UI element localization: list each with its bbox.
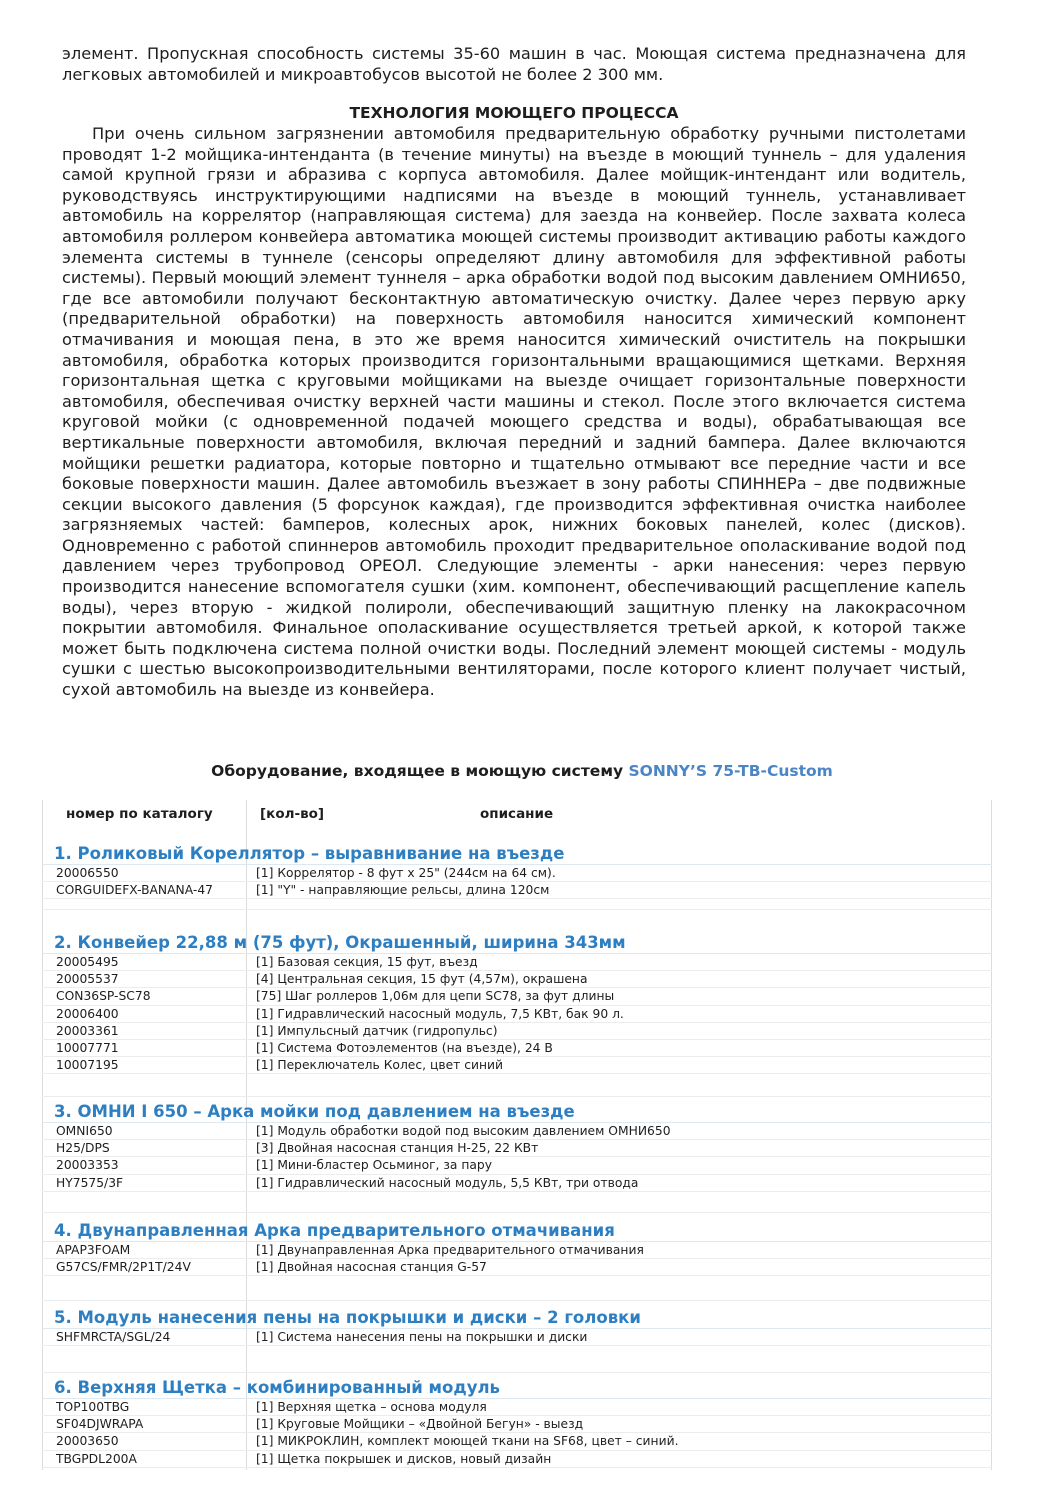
table-row <box>42 1140 992 1157</box>
table-row <box>42 1259 992 1276</box>
catalog-number: CON36SP-SC78 <box>56 989 151 1004</box>
item-description: [1] Коррелятор - 8 фут х 25" (244см на 64 см). <box>256 866 556 880</box>
table-row <box>42 865 992 882</box>
table-spacer <box>42 899 992 910</box>
section-top-brush <box>42 1378 992 1468</box>
section-title: 4. Двунаправленная Арка предварительного отмачивания <box>42 1221 992 1242</box>
section-tire-foam <box>42 1308 992 1373</box>
item-description: [3] Двойная насосная станция Н-25, 22 КВт <box>256 1141 539 1156</box>
table-row <box>42 988 992 1005</box>
table-row <box>42 1433 992 1450</box>
section-title: 2. Конвейер 22,88 м (75 фут), Окрашенный, ширина 343мм <box>42 933 992 954</box>
section-correlator <box>42 844 992 910</box>
item-description: [1] Гидравлический насосный модуль, 5,5 КВт, три отвода <box>256 1175 639 1190</box>
catalog-number: TBGPDL200A <box>56 1451 137 1466</box>
item-description: [1] МИКРОКЛИН, комплект моющей ткани на SF68, цвет – синий. <box>256 1434 679 1449</box>
item-description: [1] Верхняя щетка – основа модуля <box>256 1400 487 1414</box>
catalog-number: G57CS/FMR/2P1T/24V <box>56 1260 191 1275</box>
item-description: [1] Двунаправленная Арка предварительного отмачивания <box>256 1243 644 1257</box>
section-omni <box>42 1102 992 1213</box>
catalog-number: 20005495 <box>56 955 119 969</box>
item-description: [1] Двойная насосная станция G-57 <box>256 1260 487 1275</box>
equipment-heading <box>0 762 1044 780</box>
table-header <box>42 804 992 826</box>
table-row <box>42 971 992 988</box>
item-description: [1] Импульсный датчик (гидропульс) <box>256 1023 498 1038</box>
equipment-heading-text: Оборудование, входящее в моющую систему <box>211 762 629 780</box>
technology-heading: ТЕХНОЛОГИЯ МОЮЩЕГО ПРОЦЕССА <box>349 104 679 122</box>
catalog-number: HY7575/3F <box>56 1175 124 1190</box>
catalog-number: SHFMRCTA/SGL/24 <box>56 1330 171 1344</box>
catalog-number: 20003353 <box>56 1158 119 1173</box>
table-row <box>42 1329 992 1346</box>
item-description: [1] Базовая секция, 15 фут, въезд <box>256 955 478 969</box>
item-description: [1] Щетка покрышек и дисков, новый дизайн <box>256 1451 552 1466</box>
item-description: [1] Мини-бластер Осьминог, за пару <box>256 1158 493 1173</box>
catalog-number: 20003650 <box>56 1434 119 1449</box>
table-row <box>42 954 992 971</box>
table-spacer <box>42 1192 992 1213</box>
table-row <box>42 1123 992 1140</box>
item-description: [1] "Y" - направляющие рельсы, длина 120см <box>256 883 550 898</box>
catalog-number: H25/DPS <box>56 1141 110 1156</box>
section-title: 3. ОМНИ I 650 – Арка мойки под давлением на въезде <box>42 1102 992 1123</box>
table-spacer <box>42 1276 992 1301</box>
intro-paragraph: элемент. Пропускная способность системы 35-60 машин в час. Моющая система предназначена для легковых автомобилей и микроавтобусов высотой не более 2 300 мм. <box>62 44 966 84</box>
table-row <box>42 1023 992 1040</box>
equipment-table <box>42 800 992 1470</box>
table-row <box>42 1057 992 1074</box>
header-catalog: номер по каталогу <box>66 806 213 822</box>
catalog-number: 20006550 <box>56 866 119 880</box>
table-row <box>42 1242 992 1259</box>
item-description: [1] Круговые Мойщики – «Двойной Бегун» - выезд <box>256 1417 584 1432</box>
catalog-number: SF04DJWRAPA <box>56 1417 144 1432</box>
table-row <box>42 1399 992 1416</box>
table-spacer <box>42 1074 992 1097</box>
catalog-number: CORGUIDEFX-BANANA-47 <box>56 883 213 898</box>
catalog-number: 10007771 <box>56 1040 119 1055</box>
section-title: 6. Верхняя Щетка – комбинированный модуль <box>42 1378 992 1399</box>
item-description: [1] Модуль обработки водой под высоким давлением ОМНИ650 <box>256 1124 671 1138</box>
equipment-brand: SONNY’S 75-TB-Custom <box>628 762 833 780</box>
table-row <box>42 1175 992 1192</box>
item-description: [1] Гидравлический насосный модуль, 7,5 КВт, бак 90 л. <box>256 1006 624 1021</box>
item-description: [1] Система Фотоэлементов (на въезде), 24 В <box>256 1040 553 1055</box>
section-conveyor <box>42 933 992 1097</box>
item-description: [4] Центральная секция, 15 фут (4,57м), окрашена <box>256 972 588 987</box>
catalog-number: 20003361 <box>56 1023 119 1038</box>
section-presoak-arch <box>42 1221 992 1301</box>
item-description: [75] Шаг роллеров 1,06м для цепи SC78, за фут длины <box>256 989 615 1004</box>
item-description: [1] Система нанесения пены на покрышки и диски <box>256 1330 588 1344</box>
section-title: 1. Роликовый Кореллятор – выравнивание на въезде <box>42 844 992 865</box>
table-row <box>42 1040 992 1057</box>
technology-body: При очень сильном загрязнении автомобиля предварительную обработку ручными пистолетами проводят 1-2 мойщика-интенданта (в течение минуты) на въезде в моющий туннель – для удаления самой крупной грязи и абразива с корпуса автомобиля. Далее мойщик-интендант или водитель, руководствуясь инструктирующими надписями на въезде в моющий туннель, устанавливает автомобиль на коррелятор (направляющая система) для заезда на конвейер. После захвата колеса автомобиля роллером конвейера автоматика моющей системы производит активацию работы каждого элемента системы в туннеле (сенсоры определяют длину автомобиля для эффективной работы системы). Первый моющий элемент туннеля – арка обработки водой под высоким давлением ОМНИ650, где все автомобили получают бесконтактную автоматическую очистку. Далее через первую арку (предварительной обработки) на поверхность автомобиля наносится химический компонент отмачивания и моющая пена, в это же время наносится химический очиститель на покрышки автомобиля, обработка которых производится горизонтальными вращающимися щетками. Верхняя горизонтальная щетка с круговыми мойщиками на выезде очищает горизонтальные поверхности автомобиля, обеспечивая очистку верхней части машины и стекол. После этого включается система круговой мойки (с одновременной подачей моющего средства и воды), обрабатывающая все вертикальные поверхности автомобиля, включая передний и задний бампера. Далее включаются мойщики решетки радиатора, которые повторно и тщательно отмывают все передние части и все боковые поверхности машин. Далее автомобиль въезжает в зону работы СПИННЕРа – две подвижные секции высокого давления (5 форсунок каждая), где производится эффективная очистка наиболее загрязняемых частей: бамперов, колесных арок, нижних боковых панелей, колес (дисков). Одновременно с работой спиннеров автомобиль проходит предварительное ополаскивание водой под давлением через трубопровод ОРЕОЛ. Следующие элементы - арки нанесения: через первую производится нанесение вспомогателя сушки (хим. компонент, обеспечивающий расщепление капель воды), через вторую - жидкой полироли, обеспечивающий защитную пленку на лакокрасочном покрытии автомобиля. Финальное ополаскивание осуществляется третьей аркой, к которой также может быть подключена система полной очистки воды. Последний элемент моющей системы - модуль сушки с шестью высокопроизводительными вентиляторами, после которого клиент получает чистый, сухой автомобиль на выезде из конвейера. <box>62 124 966 700</box>
catalog-number: 20006400 <box>56 1006 119 1021</box>
header-qty: [кол-во] <box>260 806 325 822</box>
catalog-number: APAP3FOAM <box>56 1243 131 1257</box>
table-row <box>42 1157 992 1174</box>
header-description: описание <box>480 806 554 822</box>
table-row <box>42 1451 992 1468</box>
catalog-number: OMNI650 <box>56 1124 113 1138</box>
catalog-number: TOP100TBG <box>56 1400 130 1414</box>
item-description: [1] Переключатель Колес, цвет синий <box>256 1058 503 1073</box>
table-row <box>42 1416 992 1433</box>
table-row <box>42 1006 992 1023</box>
table-spacer <box>42 1346 992 1373</box>
section-title: 5. Модуль нанесения пены на покрышки и диски – 2 головки <box>42 1308 992 1329</box>
catalog-number: 20005537 <box>56 972 119 987</box>
table-row <box>42 882 992 899</box>
catalog-number: 10007195 <box>56 1058 119 1073</box>
